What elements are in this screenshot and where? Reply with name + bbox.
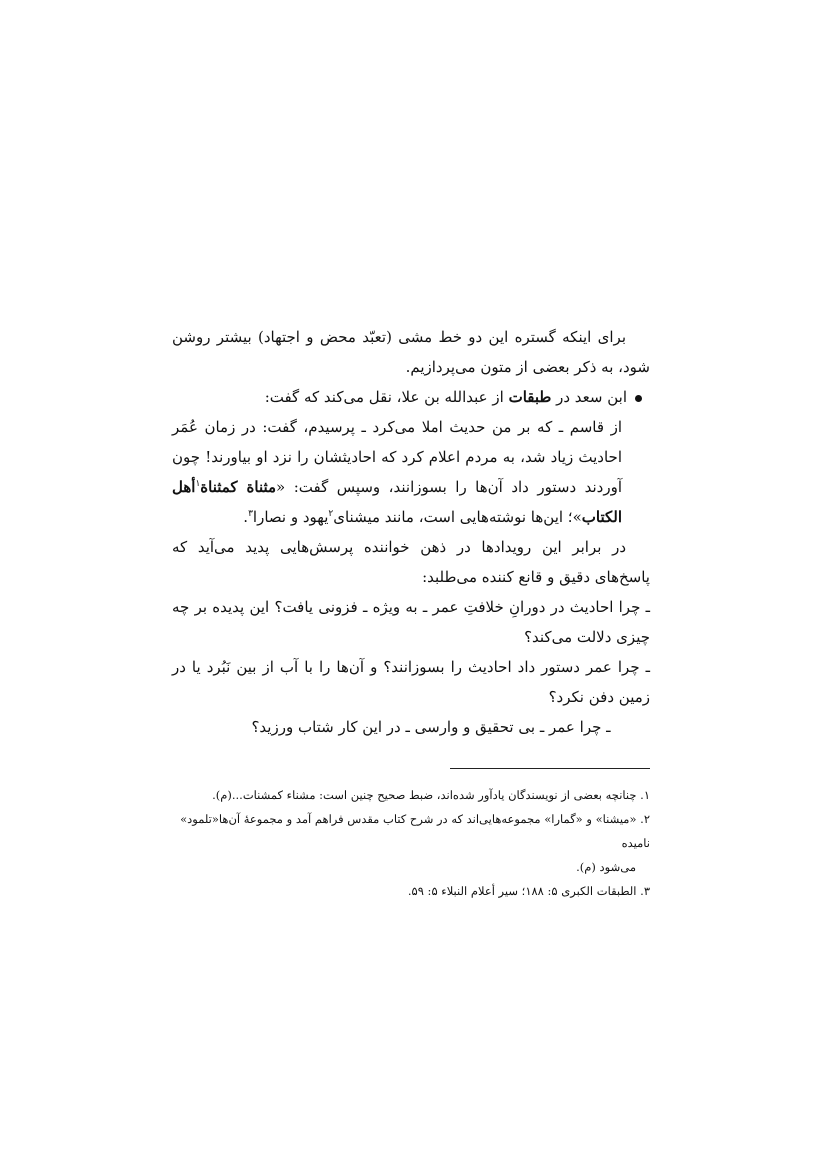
bullet-icon [635, 395, 642, 402]
quote-block [172, 412, 650, 532]
footnote-ref-3[interactable]: ۳ [248, 509, 253, 519]
footnote-3: ۳. الطبقات الکبری ۵: ۱۸۸؛ سیر أعلام النبلاء ۵: ۵۹. [407, 884, 650, 898]
footnotes [172, 783, 650, 903]
footnote-ref-2[interactable]: ۲ [328, 509, 334, 519]
footnote-ref-1[interactable]: ۱ [195, 479, 201, 489]
main-text [172, 322, 650, 742]
quote-text-1: از قاسم ـ که بر من حدیث املا می‌کرد ـ پرسیدم، گفت: در زمان عُمَر احادیث زیاد شد، به مردم اعلام کرد که احادیثشان را نزد او بیاورند! چون آوردند دستور داد آن‌ها را بسوزانند، وسپس گفت: « [172, 418, 622, 496]
bullet-text-after: از عبدالله بن علا، نقل می‌کند که گفت: [264, 388, 509, 406]
quote-bold-2: أهل الکتاب [172, 478, 622, 526]
quote-bold-1: مثناة کمثناة [200, 478, 277, 496]
question-2: ـ چرا عمر دستور داد احادیث را بسوزانند؟ و آن‌ها را با آب از بین نَبُرد یا در زمین دفن نکرد؟ [172, 658, 650, 706]
footnote-1: ۱. چنانچه بعضی از نویسندگان یادآور شده‌اند، ضبط صحیح چنین است: مشناء کمشنات...(م). [212, 788, 650, 802]
book-title-tabaqat: طبقات [508, 388, 552, 406]
quote-text-2: »؛ این‌ها نوشته‌هایی است، مانند میشنای [333, 508, 582, 526]
quote-text-3: یهود و نصارا [252, 508, 329, 526]
footnote-2-continued: می‌شود (م). [576, 860, 636, 874]
question-3: ـ چرا عمر ـ بی تحقیق و وارسی ـ در این کار شتاب ورزید؟ [251, 718, 611, 736]
footnote-2: ۲. «میشنا» و «گمارا» مجموعه‌هایی‌اند که در شرح کتاب مقدس فراهم آمد و مجموعهٔ آن‌ها«تلمود» نامیده [180, 812, 650, 850]
intro-paragraph: برای اینکه گستره این دو خط مشی (تعبّد محض و اجتهاد) بیشتر روشن شود، به ذکر بعضی از متون می‌پردازیم. [172, 328, 650, 376]
questions-intro-paragraph: در برابر این رویدادها در ذهن خواننده پرسش‌هایی پدید می‌آید که پاسخ‌های دقیق و قانع کننده می‌طلبد: [172, 538, 650, 586]
question-1: ـ چرا احادیث در دورانِ خلافتِ عمر ـ به ویژه ـ فزونی یافت؟ این پدیده بر چه چیزی دلالت می‌کند؟ [172, 598, 650, 646]
bullet-item [172, 382, 650, 412]
footnote-separator [450, 768, 650, 769]
page-body [172, 322, 650, 903]
quote-text-4: . [243, 508, 249, 526]
bullet-text-before: ابن سعد در [551, 388, 627, 406]
